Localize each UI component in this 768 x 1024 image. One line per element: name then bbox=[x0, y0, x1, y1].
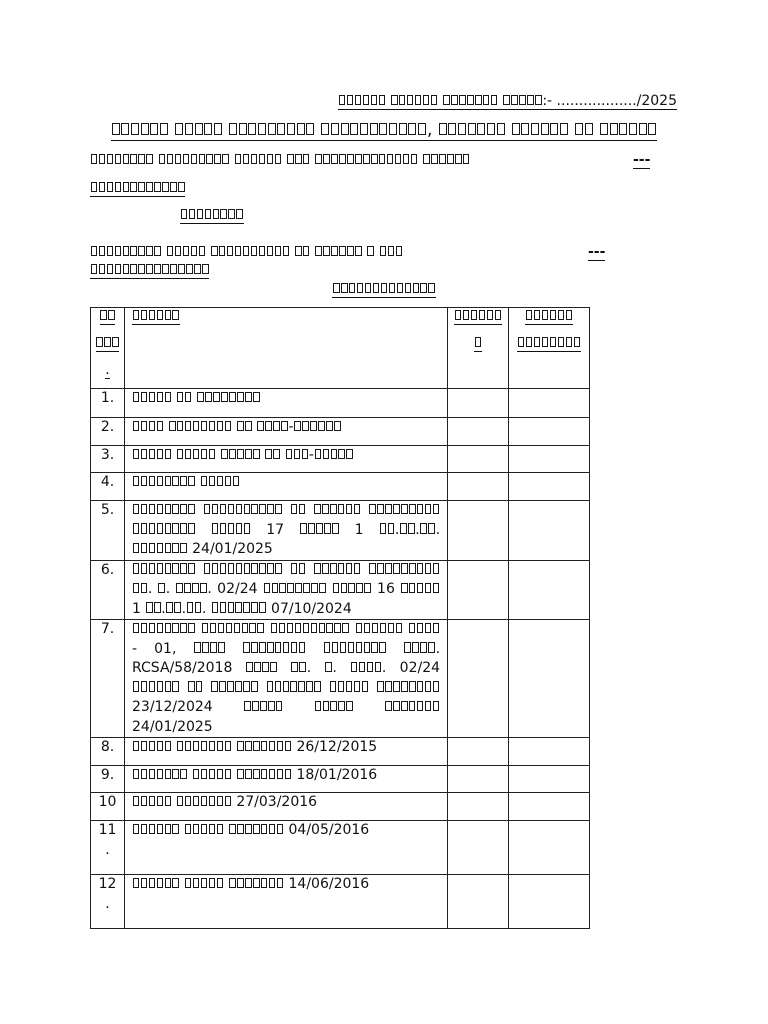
column-4-header-label bbox=[517, 308, 581, 352]
serial-number-cell: 4. bbox=[91, 473, 125, 501]
blank-cell bbox=[509, 501, 590, 561]
table-row bbox=[91, 821, 590, 875]
blank-cell bbox=[448, 766, 509, 793]
document-title-text: , bbox=[111, 120, 657, 141]
paragraph-line-3 bbox=[180, 207, 244, 224]
section-heading-text bbox=[332, 281, 435, 298]
blank-cell bbox=[509, 418, 590, 446]
blank-cell bbox=[448, 560, 509, 620]
description-cell: 04/05/2016 bbox=[125, 821, 448, 875]
blank-cell bbox=[448, 620, 509, 738]
description-cell: - bbox=[125, 418, 448, 446]
serial-number-cell: 2. bbox=[91, 418, 125, 446]
blank-cell bbox=[448, 501, 509, 561]
column-4-header bbox=[509, 308, 590, 389]
table-row bbox=[91, 389, 590, 418]
table-row bbox=[91, 766, 590, 793]
blank-cell bbox=[509, 738, 590, 766]
column-3-header bbox=[448, 308, 509, 389]
description-header-label bbox=[132, 308, 180, 325]
paragraph-line-2 bbox=[90, 180, 185, 197]
table-body bbox=[91, 389, 590, 929]
description-cell: - bbox=[125, 446, 448, 473]
serial-number-cell: 1. bbox=[91, 389, 125, 418]
serial-number-cell: 8. bbox=[91, 738, 125, 766]
blank-cell bbox=[509, 620, 590, 738]
table-row bbox=[91, 473, 590, 501]
blank-cell bbox=[509, 560, 590, 620]
blank-cell bbox=[448, 389, 509, 418]
reference-line-text: :- ................../2025 bbox=[338, 93, 677, 110]
blank-cell bbox=[448, 418, 509, 446]
blank-cell bbox=[509, 389, 590, 418]
reference-line bbox=[338, 93, 677, 110]
blank-cell bbox=[448, 473, 509, 501]
table-row bbox=[91, 620, 590, 738]
blank-cell bbox=[509, 473, 590, 501]
dash-mark-2-text: --- bbox=[588, 244, 606, 260]
paragraph-line-5-text bbox=[90, 262, 209, 279]
blank-cell bbox=[448, 446, 509, 473]
table-row bbox=[91, 560, 590, 620]
column-3-header-label bbox=[454, 308, 502, 352]
serial-number-header bbox=[91, 308, 125, 389]
dash-mark-1-text: --- bbox=[633, 152, 651, 168]
serial-number-cell: 11 . bbox=[91, 821, 125, 875]
table-row bbox=[91, 446, 590, 473]
description-cell bbox=[125, 389, 448, 418]
table-row bbox=[91, 738, 590, 766]
table-row bbox=[91, 418, 590, 446]
paragraph-line-4 bbox=[90, 244, 403, 261]
description-cell: 14/06/2016 bbox=[125, 875, 448, 929]
blank-cell bbox=[509, 875, 590, 929]
serial-number-cell: 12 . bbox=[91, 875, 125, 929]
blank-cell bbox=[448, 793, 509, 821]
blank-cell bbox=[509, 446, 590, 473]
blank-cell bbox=[509, 766, 590, 793]
serial-number-cell: 7. bbox=[91, 620, 125, 738]
serial-number-cell: 5. bbox=[91, 501, 125, 561]
table-row bbox=[91, 793, 590, 821]
paragraph-line-5 bbox=[90, 262, 209, 279]
paragraph-line-1-text bbox=[90, 152, 470, 168]
description-cell: - 01, . RCSA/58/2018 . . . 02/24 23/12/2024 24/01/2025 bbox=[125, 620, 448, 738]
paragraph-line-1 bbox=[90, 152, 470, 169]
document-title bbox=[0, 120, 768, 140]
description-header bbox=[125, 308, 448, 389]
serial-number-cell: 9. bbox=[91, 766, 125, 793]
blank-cell bbox=[448, 738, 509, 766]
blank-cell bbox=[448, 821, 509, 875]
description-cell: . . . 02/24 16 1 . . . 07/10/2024 bbox=[125, 560, 448, 620]
blank-cell bbox=[448, 875, 509, 929]
paragraph-line-3-text bbox=[180, 207, 244, 224]
blank-cell bbox=[509, 793, 590, 821]
dash-mark-1 bbox=[633, 152, 650, 169]
serial-number-cell: 10 bbox=[91, 793, 125, 821]
section-heading bbox=[0, 281, 768, 298]
index-table bbox=[90, 307, 590, 929]
description-cell: 18/01/2016 bbox=[125, 766, 448, 793]
dash-mark-2 bbox=[588, 244, 605, 261]
description-cell: 17 1 . . . 24/01/2025 bbox=[125, 501, 448, 561]
description-cell: 27/03/2016 bbox=[125, 793, 448, 821]
serial-number-cell: 3. bbox=[91, 446, 125, 473]
paragraph-line-2-text bbox=[90, 180, 185, 197]
table-row bbox=[91, 501, 590, 561]
serial-number-cell: 6. bbox=[91, 560, 125, 620]
blank-cell bbox=[509, 821, 590, 875]
description-cell: 26/12/2015 bbox=[125, 738, 448, 766]
serial-number-header-label: . bbox=[96, 308, 120, 379]
table-header-row bbox=[91, 308, 590, 389]
table-row bbox=[91, 875, 590, 929]
description-cell bbox=[125, 473, 448, 501]
paragraph-line-4-text bbox=[90, 244, 403, 260]
